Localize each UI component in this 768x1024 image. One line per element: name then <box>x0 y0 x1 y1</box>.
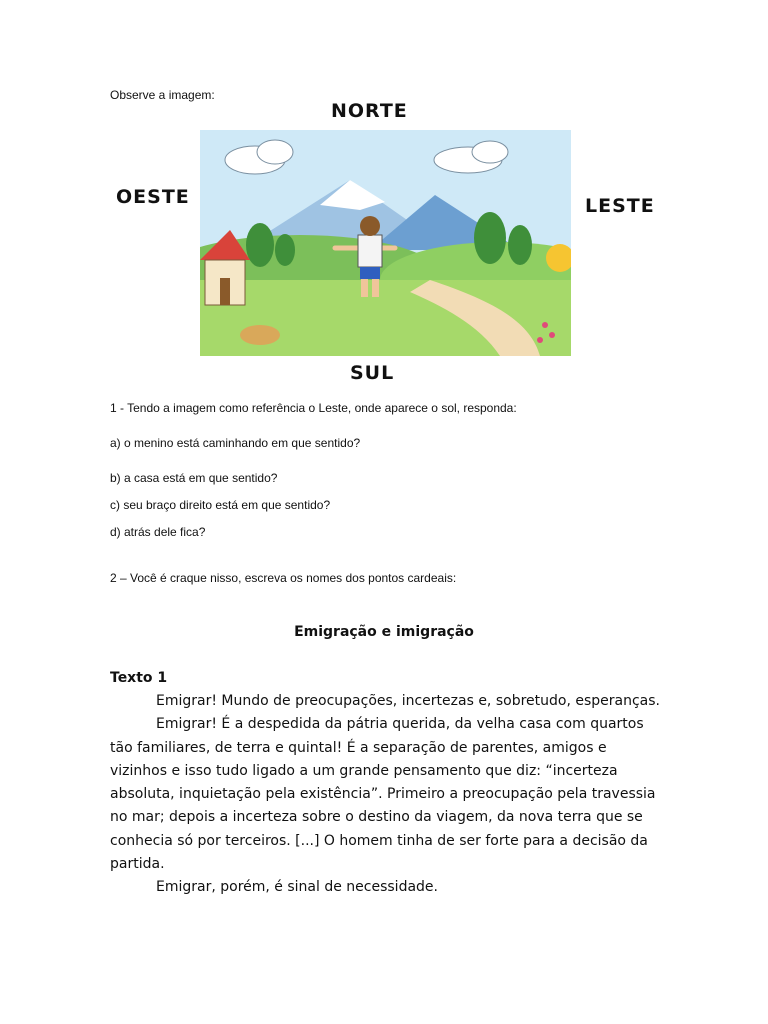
intro-text: Observe a imagem: <box>110 88 215 102</box>
text-1-paragraph: Emigrar! Mundo de preocupações, incertezas e, sobretudo, esperanças. <box>156 693 660 709</box>
question-1a: a) o menino está caminhando em que sentido? <box>110 436 361 450</box>
section-title: Emigração e imigração <box>294 624 474 640</box>
question-1c: c) seu braço direito está em que sentido? <box>110 498 331 512</box>
text-1-paragraph: Emigrar! É a despedida da pátria querida, da velha casa com quartos tão familiares, de terra e quintal! É a separação de parentes, amigos e vizinhos e isso tudo ligado a um grande pensamento que diz: “incerteza absoluta, inquietação pela existência”. Primeiro a preocupação pela travessia no mar; depois a incerteza sobre o destino da viagem, da nova terra que se conhecia só por terceiros. [...] O homem tinha de ser forte para a decisão da partida. <box>110 716 656 873</box>
landscape-boy-compass-illustration-icon <box>200 130 571 356</box>
question-1b: b) a casa está em que sentido? <box>110 471 278 485</box>
text-1-label: Texto 1 <box>110 670 168 686</box>
question-1-prompt: 1 - Tendo a imagem como referência o Leste, onde aparece o sol, responda: <box>110 401 517 415</box>
direction-north: NORTE <box>331 100 408 122</box>
direction-west: OESTE <box>116 186 190 208</box>
question-1d: d) atrás dele fica? <box>110 525 206 539</box>
direction-south: SUL <box>350 362 395 384</box>
question-2: 2 – Você é craque nisso, escreva os nomes dos pontos cardeais: <box>110 571 457 585</box>
text-1-paragraph: Emigrar, porém, é sinal de necessidade. <box>156 879 438 896</box>
direction-east: LESTE <box>585 195 655 217</box>
text-1-body <box>110 690 660 900</box>
